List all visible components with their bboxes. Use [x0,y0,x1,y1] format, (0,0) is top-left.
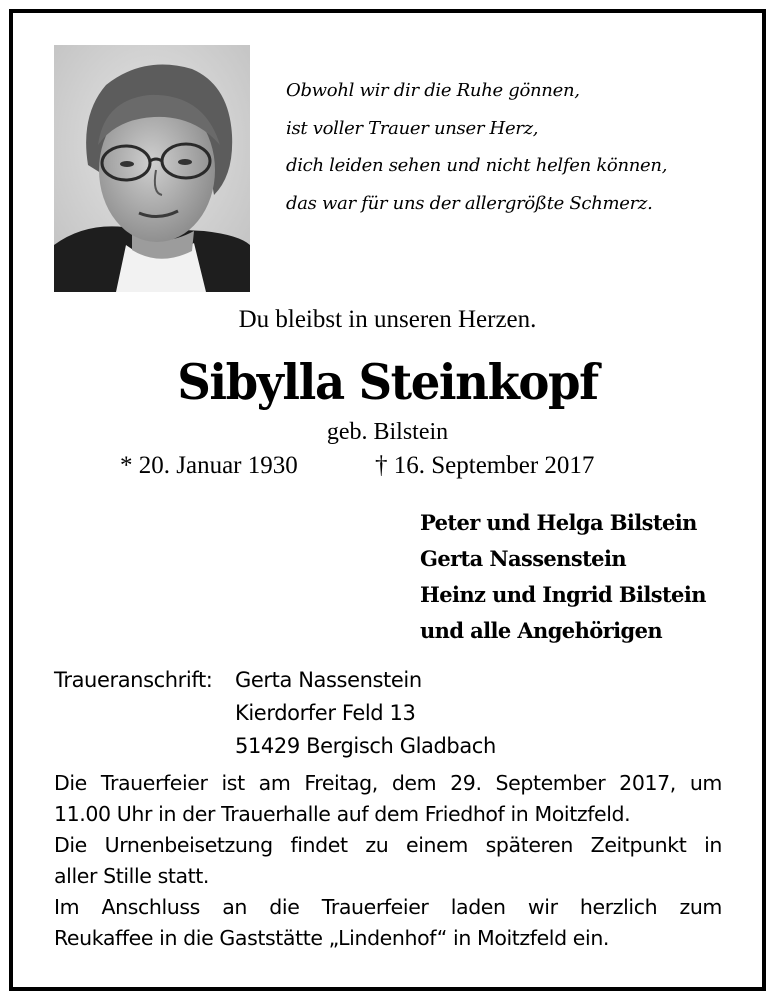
poem-line: das war für uns der allergrößte Schmerz. [286,192,653,214]
poem-line: Obwohl wir dir die Ruhe gönnen, [286,80,580,101]
deceased-name: Sibylla Steinkopf [177,353,598,411]
address-line: Gerta Nassenstein [235,668,422,692]
birth-date: * 20. Januar 1930 [120,452,298,479]
portrait-photo [54,45,250,292]
funeral-notice [54,768,722,954]
poem-line: dich leiden sehen und nicht helfen können, [286,155,668,176]
memorial-subtitle: Du bleibst in unseren Herzen. [238,306,537,333]
mourner: Heinz und Ingrid Bilstein [420,582,706,607]
death-date: † 16. September 2017 [375,452,595,479]
mourning-address [54,664,496,763]
mourner: und alle Angehörigen [420,618,662,643]
birth-name: geb. Bilstein [326,419,449,445]
poem [286,72,667,222]
notice-line: Reukaffee in die Gaststätte „Lindenhof“ in Moitzfeld ein. [54,926,610,950]
address-line: 51429 Bergisch Gladbach [235,734,496,758]
notice-line: Die Trauerfeier ist am Freitag, dem 29. September 2017, um [54,771,722,795]
mourners-list [420,505,706,649]
notice-line: aller Stille statt. [54,864,210,888]
address-label: Traueranschrift: [54,668,213,692]
address-line: Kierdorfer Feld 13 [235,701,416,725]
notice-line: 11.00 Uhr in der Trauerhalle auf dem Friedhof in Moitzfeld. [54,802,631,826]
notice-line: Im Anschluss an die Trauerfeier laden wir herzlich zum [54,895,722,919]
mourner: Gerta Nassenstein [420,546,626,571]
notice-line: Die Urnenbeisetzung findet zu einem späteren Zeitpunkt in [54,833,722,857]
mourner: Peter und Helga Bilstein [420,510,697,535]
poem-line: ist voller Trauer unser Herz, [286,117,539,139]
